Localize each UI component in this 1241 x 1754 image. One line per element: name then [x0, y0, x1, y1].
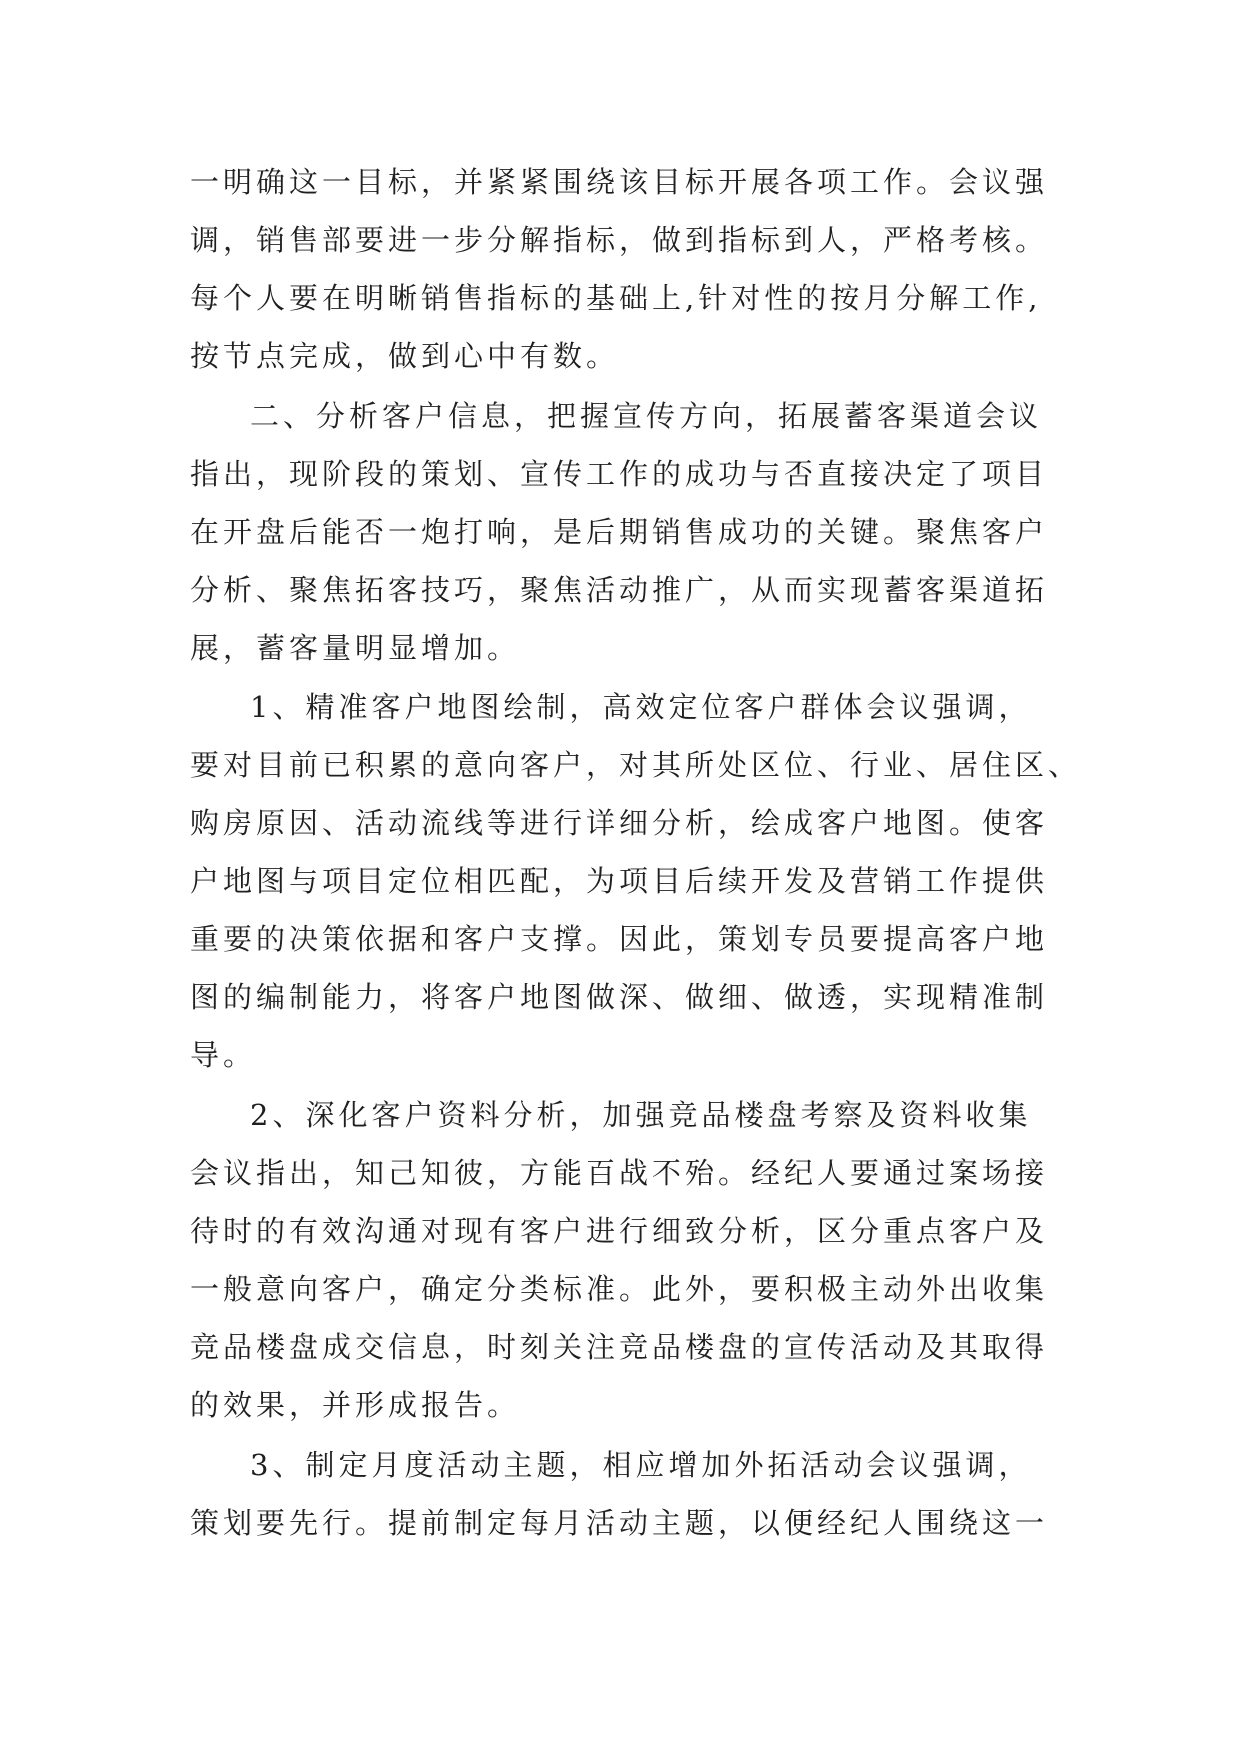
text-line-2: 调，销售部要进一步分解指标，做到指标到人，严格考核。 — [190, 223, 1049, 257]
subsection-heading-3: 3、制定月度活动主题，相应增加外拓活动会议强调， — [250, 1448, 1032, 1482]
text-line-14: 重要的决策依据和客户支撑。因此，策划专员要提高客户地 — [190, 922, 1049, 956]
text-line-19: 待时的有效沟通对现有客户进行细致分析，区分重点客户及 — [190, 1214, 1049, 1248]
text-line-20: 一般意向客户，确定分类标准。此外，要积极主动外出收集 — [190, 1272, 1049, 1306]
text-line-6: 指出，现阶段的策划、宣传工作的成功与否直接决定了项目 — [190, 457, 1049, 491]
subsection-heading-1: 1、精准客户地图绘制，高效定位客户群体会议强调， — [250, 690, 1032, 724]
text-line-15: 图的编制能力，将客户地图做深、做细、做透，实现精准制 — [190, 980, 1049, 1014]
text-line-4: 按节点完成，做到心中有数。 — [190, 339, 620, 373]
text-line-13: 户地图与项目定位相匹配，为项目后续开发及营销工作提供 — [190, 864, 1049, 898]
text-line-3: 每个人要在明晰销售指标的基础上,针对性的按月分解工作, — [190, 281, 1042, 315]
text-line-21: 竞品楼盘成交信息，时刻关注竞品楼盘的宣传活动及其取得 — [190, 1330, 1049, 1364]
section-heading-2: 二、分析客户信息，把握宣传方向，拓展蓄客渠道会议 — [250, 399, 1043, 433]
text-line-22: 的效果，并形成报告。 — [190, 1388, 521, 1422]
text-line-7: 在开盘后能否一炮打响，是后期销售成功的关键。聚焦客户 — [190, 515, 1049, 549]
text-line-18: 会议指出，知己知彼，方能百战不殆。经纪人要通过案场接 — [190, 1156, 1049, 1190]
text-line-12: 购房原因、活动流线等进行详细分析，绘成客户地图。使客 — [190, 806, 1049, 840]
subsection-heading-2: 2、深化客户资料分析，加强竞品楼盘考察及资料收集 — [250, 1098, 1032, 1132]
text-line-9: 展，蓄客量明显增加。 — [190, 631, 521, 665]
text-line-8: 分析、聚焦拓客技巧，聚焦活动推广，从而实现蓄客渠道拓 — [190, 573, 1049, 607]
text-line-1: 一明确这一目标，并紧紧围绕该目标开展各项工作。会议强 — [190, 165, 1049, 199]
text-line-11: 要对目前已积累的意向客户，对其所处区位、行业、居住区、 — [190, 748, 1082, 782]
text-line-24: 策划要先行。提前制定每月活动主题，以便经纪人围绕这一 — [190, 1506, 1049, 1540]
text-line-16: 导。 — [190, 1038, 257, 1072]
